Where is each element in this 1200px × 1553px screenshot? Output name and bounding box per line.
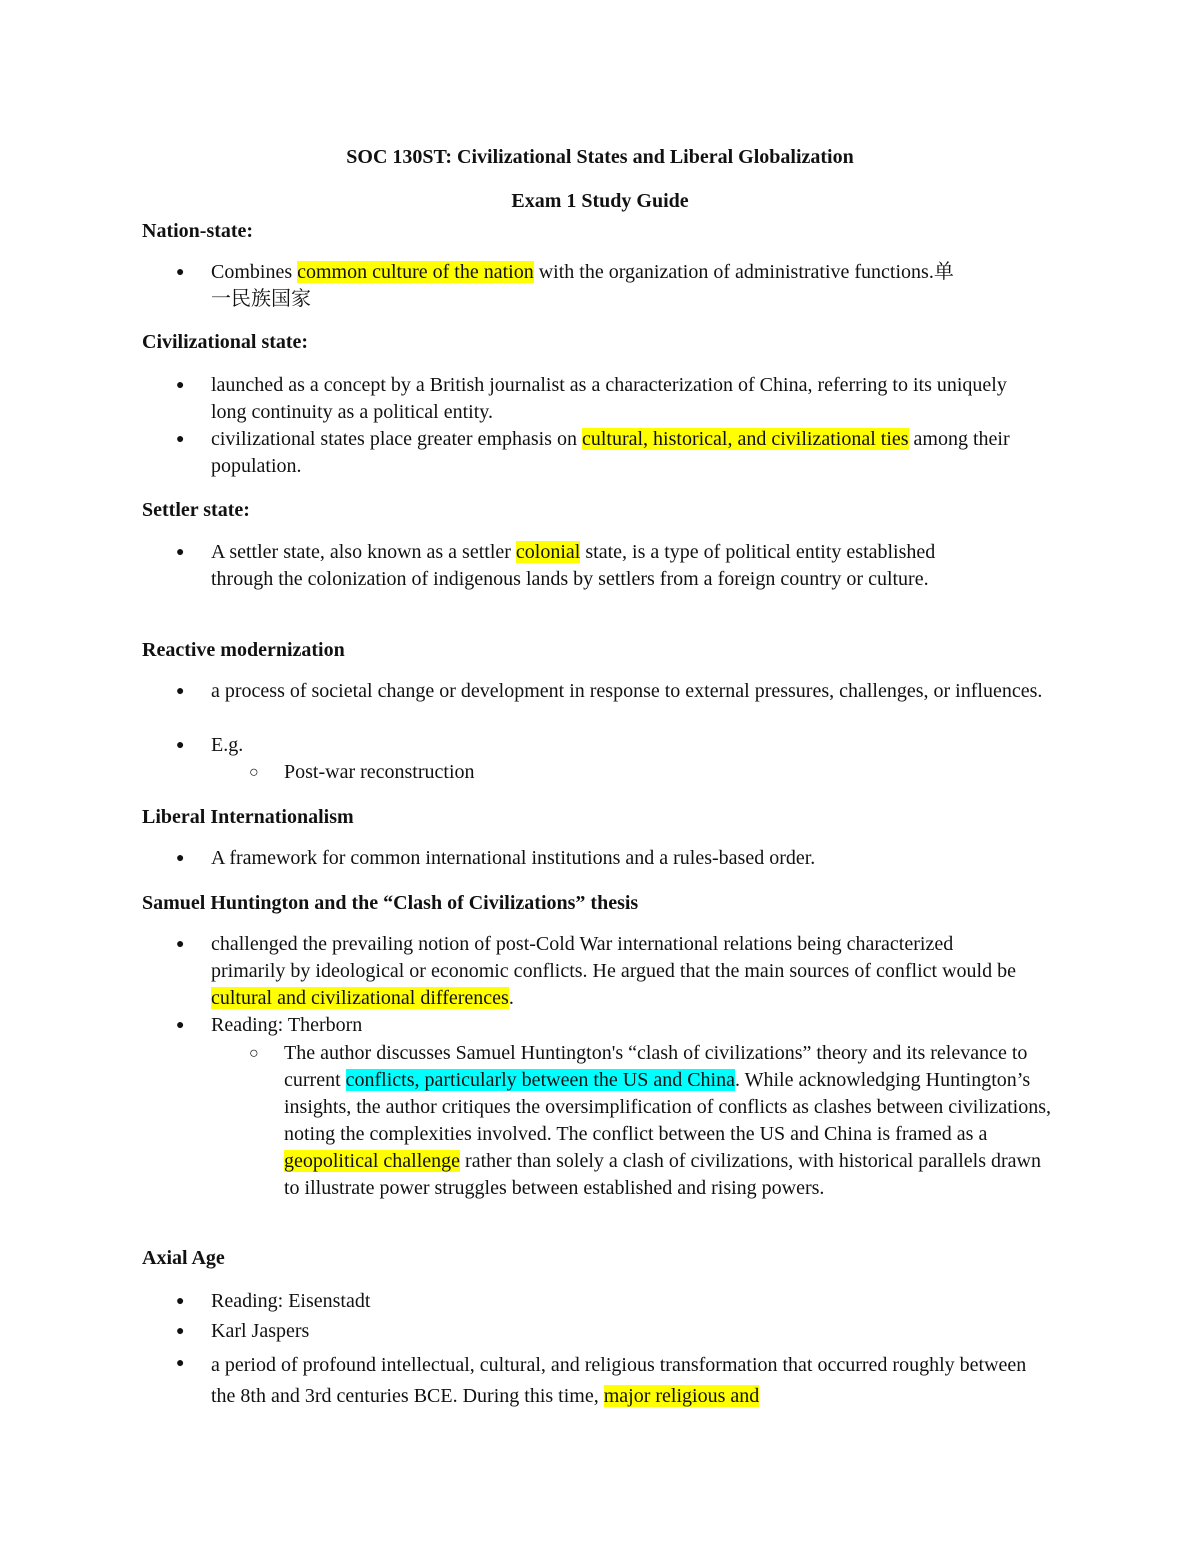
bullet-icon: ● [176, 378, 185, 393]
list-item: E.g. [211, 734, 244, 756]
bullet-icon: ● [176, 1294, 185, 1309]
bullet-icon: ● [176, 738, 185, 753]
list-item: A framework for common international institutions and a rules-based order. [211, 847, 816, 869]
list-item: Karl Jaspers [211, 1320, 310, 1342]
sub-list-item: Post-war reconstruction [284, 761, 475, 783]
document-subtitle: Exam 1 Study Guide [511, 190, 689, 212]
heading-reactive-modernization: Reactive modernization [142, 639, 345, 661]
heading-liberal-internationalism: Liberal Internationalism [142, 806, 354, 828]
list-item: Reading: Eisenstadt [211, 1290, 371, 1312]
heading-axial-age: Axial Age [142, 1247, 225, 1269]
bullet-icon: ● [176, 1356, 185, 1371]
list-item: a process of societal change or development in response to external pressures, challenges, or influences. [211, 680, 1043, 702]
heading-nation-state: Nation-state: [142, 220, 254, 242]
list-item: launched as a concept by a British journalist as a characterization of China, referring to its uniquely long continuity as a political entity. [211, 374, 1007, 423]
list-item: Combines common culture of the nation with the organization of administrative functions.单一民族国家 [211, 261, 954, 310]
bullet-icon: ● [176, 851, 185, 866]
list-item: challenged the prevailing notion of post-Cold War international relations being characterized primarily by ideological or economic conflicts. He argued that the main sources of conflict would be cultural and civilizational differences. [211, 933, 1016, 1009]
bullet-icon: ● [176, 684, 185, 699]
bullet-icon: ● [176, 265, 185, 280]
bullet-icon: ● [176, 1324, 185, 1339]
bullet-icon: ● [176, 545, 185, 560]
document-title: SOC 130ST: Civilizational States and Liberal Globalization [346, 146, 854, 168]
list-item: A settler state, also known as a settler colonial state, is a type of political entity established through the colonization of indigenous lands by settlers from a foreign country or culture. [211, 541, 936, 590]
bullet-icon: ● [176, 432, 185, 447]
sub-list-item: The author discusses Samuel Huntington's “clash of civilizations” theory and its relevance to current conflicts, particularly between the US and China. While acknowledging Huntington’s insights, the author critiques the oversimplification of conflicts as clashes between civilizations, noting the complexities involved. The conflict between the US and China is framed as a geopolitical challenge rather than solely a clash of civilizations, with historical parallels drawn to illustrate power struggles between established and rising powers. [284, 1042, 1052, 1199]
sub-bullet-icon: ○ [249, 764, 259, 781]
sub-bullet-icon: ○ [249, 1045, 259, 1062]
heading-civilizational-state: Civilizational state: [142, 331, 309, 353]
list-item: a period of profound intellectual, cultural, and religious transformation that occurred roughly between the 8th and 3rd centuries BCE. During this time, major religious and [211, 1354, 1027, 1407]
list-item: civilizational states place greater emphasis on cultural, historical, and civilizational ties among their population. [211, 428, 1010, 477]
heading-settler-state: Settler state: [142, 499, 250, 521]
heading-huntington: Samuel Huntington and the “Clash of Civilizations” thesis [142, 892, 639, 914]
bullet-icon: ● [176, 1018, 185, 1033]
list-item: Reading: Therborn [211, 1014, 363, 1036]
bullet-icon: ● [176, 937, 185, 952]
